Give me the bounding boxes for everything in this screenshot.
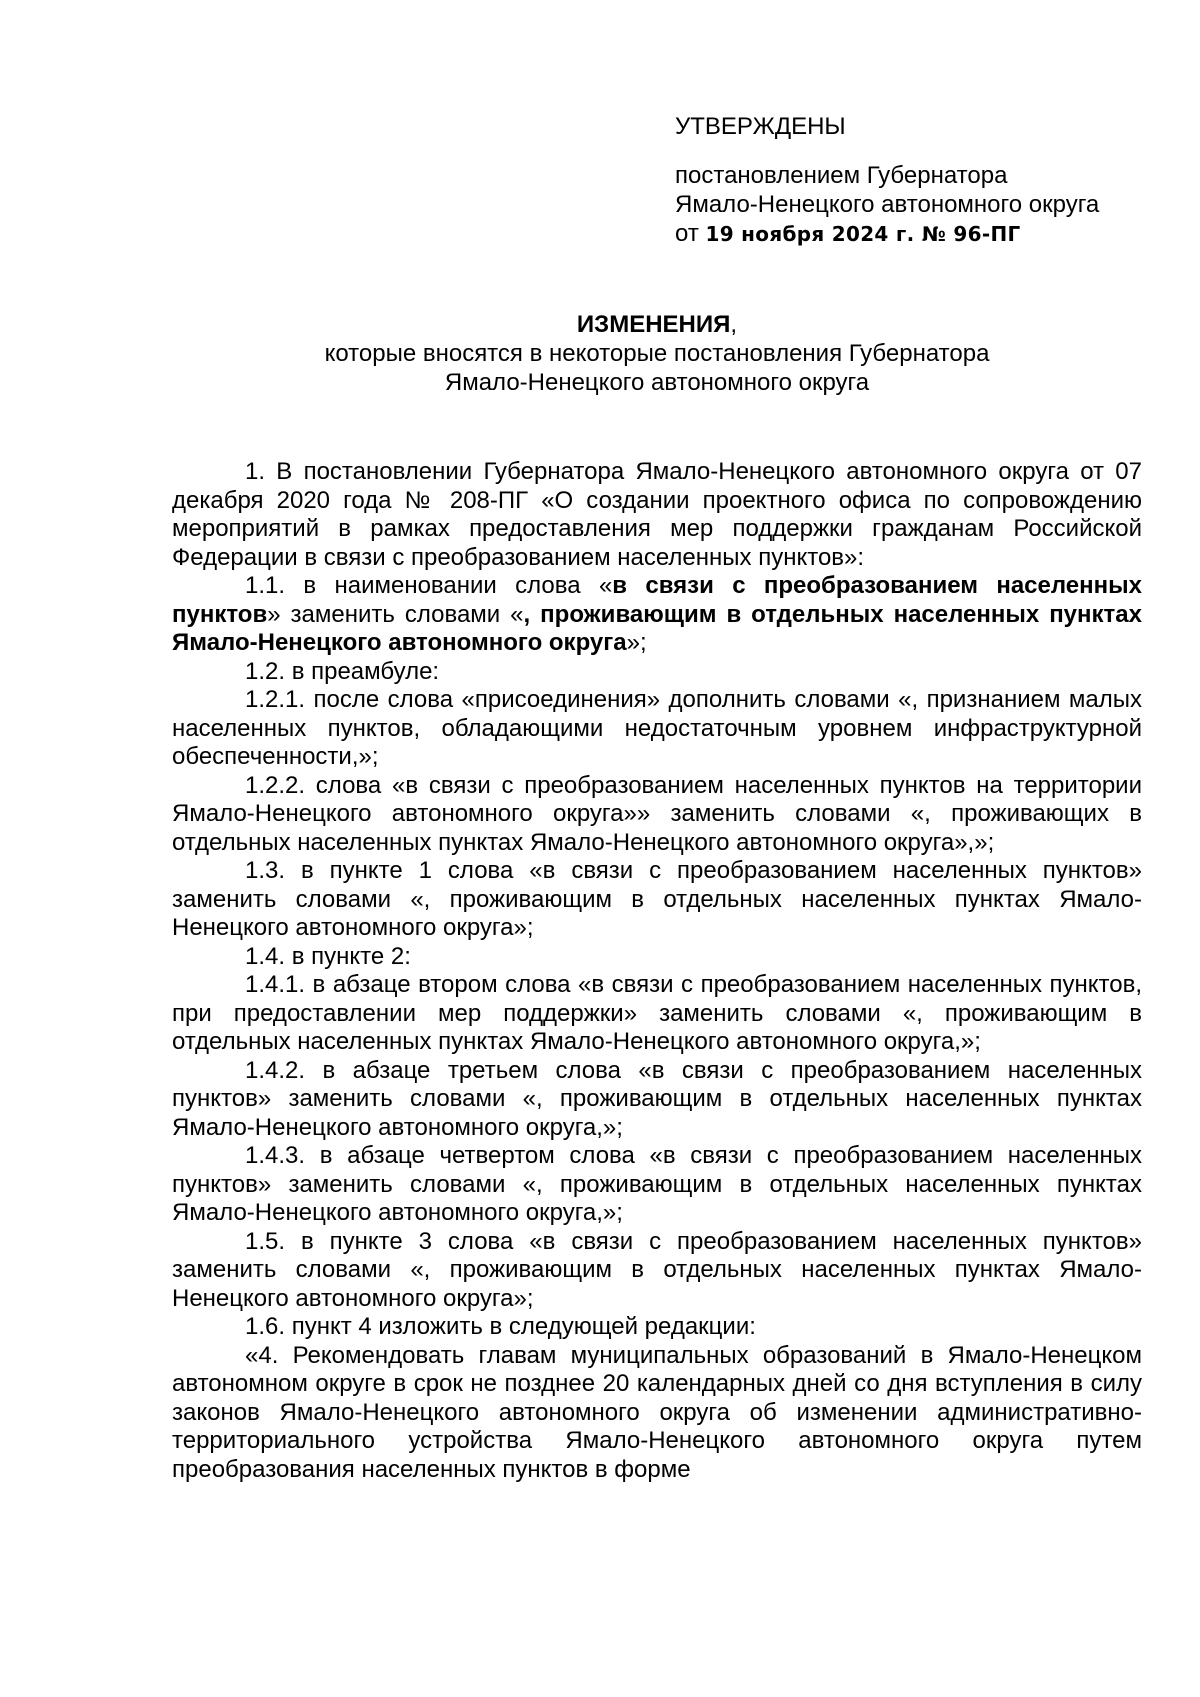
approval-line-2: Ямало-Ненецкого автономного округа bbox=[675, 191, 1100, 218]
paragraph-1-2: 1.2. в преамбуле: bbox=[245, 657, 440, 685]
paragraph-1-5: 1.5. в пункте 3 слова «в связи с преобразованием населенных пунктов» заменить словами «, проживающим в отдельных населенных пунктах Ямало-Ненецкого автономного округа»; bbox=[172, 1227, 1142, 1312]
heading-subtitle-1: которые вносятся в некоторые постановления Губернатора bbox=[324, 340, 990, 367]
decree-number: 19 ноября 2024 г. № 96-ПГ bbox=[705, 222, 1021, 246]
heading-title: ИЗМЕНЕНИЯ bbox=[576, 311, 731, 338]
paragraph-1-2-1: 1.2.1. после слова «присоединения» дополнить словами «, признанием малых населенных пунктов, обладающими недостаточным уровнем инфраструктурной обеспеченности,»; bbox=[172, 686, 1142, 770]
paragraph-1-4: 1.4. в пункте 2: bbox=[245, 942, 411, 970]
paragraph-1: 1. В постановлении Губернатора Ямало-Ненецкого автономного округа от 07 декабря 2020 года № 208-ПГ «О создании проектного офиса по сопровождению мероприятий в рамках предоставления мер поддержки гражданам Российской Федерации в связи с преобразованием населенных пунктов»: bbox=[172, 458, 1142, 571]
paragraph-1-1-part-c: » заменить словами « bbox=[267, 600, 524, 628]
paragraph-1-2-2: 1.2.2. слова «в связи с преобразованием населенных пунктов на территории Ямало-Ненецкого автономного округа»» заменить словами «, проживающих в отдельных населенных пунктах Ямало-Ненецкого автономного округа»,»; bbox=[172, 771, 1142, 856]
paragraph-1-4-3: 1.4.3. в абзаце четвертом слова «в связи с преобразованием населенных пунктов» заменить словами «, проживающим в отдельных населенных пунктах Ямало-Ненецкого автономного округа,»; bbox=[172, 1142, 1142, 1226]
paragraph-1-4-2: 1.4.2. в абзаце третьем слова «в связи с преобразованием населенных пунктов» заменить словами «, проживающим в отдельных населенных пунктах Ямало-Ненецкого автономного округа,»; bbox=[172, 1056, 1142, 1141]
document-heading bbox=[172, 310, 1142, 397]
paragraph-1-1-part-a: 1.1. в наименовании слова « bbox=[245, 572, 613, 599]
approval-date-line bbox=[675, 219, 1145, 249]
paragraph-1-1 bbox=[172, 572, 1142, 658]
document-body bbox=[172, 458, 1142, 1484]
approval-title: УТВЕРЖДЕНЫ bbox=[675, 113, 846, 140]
heading-title-suffix: , bbox=[730, 311, 738, 338]
heading-subtitle-2: Ямало-Ненецкого автономного округа bbox=[444, 369, 870, 396]
heading-title-line bbox=[172, 310, 1142, 339]
approval-date-prefix: от bbox=[675, 220, 706, 247]
paragraph-1-1-part-e: »; bbox=[626, 629, 647, 656]
approval-line-1: постановлением Губернатора bbox=[675, 162, 1008, 189]
paragraph-1-1-bold-old: в связи с преобразованием населенных пунктов bbox=[172, 572, 1142, 628]
paragraph-1-3: 1.3. в пункте 1 слова «в связи с преобразованием населенных пунктов» заменить словами «, проживающим в отдельных населенных пунктах Ямало-Ненецкого автономного округа»; bbox=[172, 857, 1142, 941]
paragraph-1-1-bold-new: , проживающим в отдельных населенных пунктах Ямало-Ненецкого автономного округа bbox=[172, 600, 1142, 656]
paragraph-1-4-1: 1.4.1. в абзаце втором слова «в связи с преобразованием населенных пунктов, при предоставлении мер поддержки» заменить словами «, проживающим в отдельных населенных пунктах Ямало-Ненецкого автономного округа,»; bbox=[172, 971, 1142, 1055]
paragraph-point-4: «4. Рекомендовать главам муниципальных образований в Ямало-Ненецком автономном округе в срок не позднее 20 календарных дней со дня вступления в силу законов Ямало-Ненецкого автономного округа об изменении административно-территориального устройства Ямало-Ненецкого автономного округа путем преобразования населенных пунктов в форме bbox=[172, 1341, 1142, 1483]
paragraph-1-6: 1.6. пункт 4 изложить в следующей редакции: bbox=[245, 1313, 756, 1340]
approval-block bbox=[675, 112, 1145, 249]
